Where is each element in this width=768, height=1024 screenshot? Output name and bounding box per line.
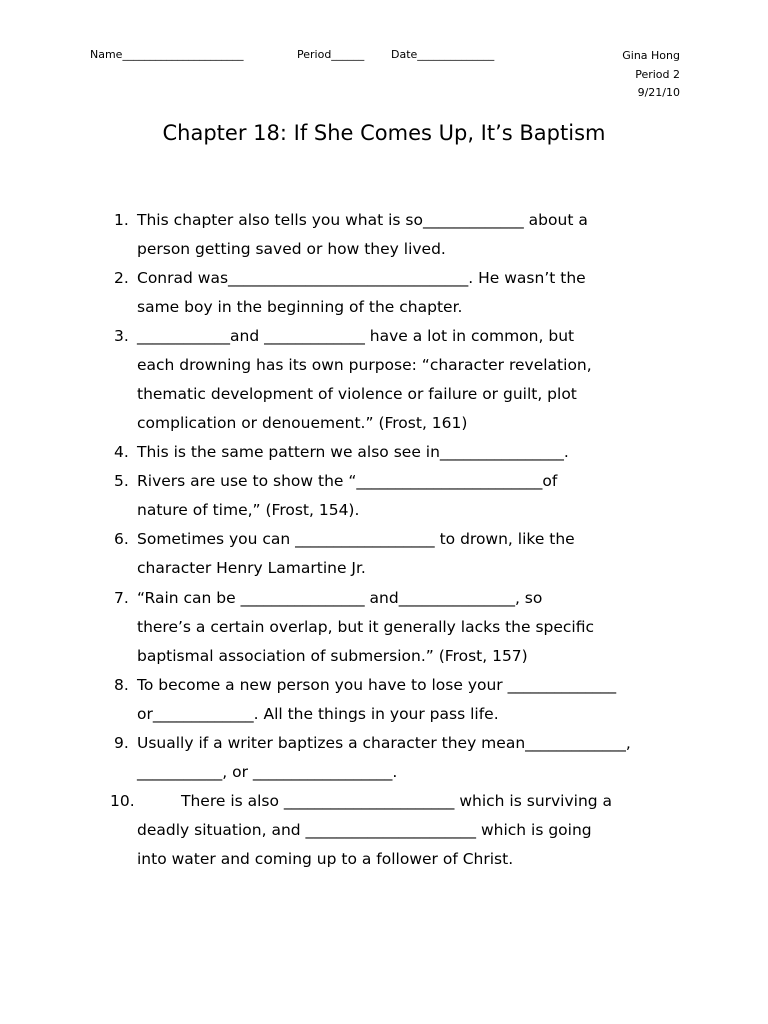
question-line: complication or denouement.” (Frost, 161) [137,414,468,432]
date-field: Date______________ [391,48,495,61]
question-line: there’s a certain overlap, but it generally lacks the specific [137,618,595,636]
question-number: 6. [114,530,129,548]
question-number: 3. [114,327,129,345]
question-line: thematic development of violence or failure or guilt, plot [137,385,577,403]
page-title: Chapter 18: If She Comes Up, It’s Baptism [162,121,606,145]
question-line: baptismal association of submersion.” (Frost, 157) [137,647,528,665]
question-line: deadly situation, and ______________________ which is going [137,821,592,839]
question-line: To become a new person you have to lose your ______________ [137,676,617,694]
question-number: 8. [114,676,129,694]
student-info [520,47,680,103]
question-line: same boy in the beginning of the chapter. [137,298,463,316]
question-line: Sometimes you can __________________ to drown, like the [137,530,575,548]
question-number: 4. [114,443,129,461]
question-line: Rivers are use to show the “________________________of [137,472,558,490]
question-line: Usually if a writer baptizes a character they mean_____________, [137,734,631,752]
student-period: Period 2 [635,67,680,81]
question-line: into water and coming up to a follower of Christ. [137,850,514,868]
question-number: 2. [114,269,129,287]
question-line: “Rain can be ________________ and_______________, so [137,589,543,607]
student-name: Gina Hong [622,49,680,62]
question-number: 10. [110,792,135,810]
question-line: each drowning has its own purpose: “character revelation, [137,356,592,374]
question-number: 5. [114,472,129,490]
question-line: ___________, or __________________. [137,763,398,781]
question-line: nature of time,” (Frost, 154). [137,501,360,519]
question-line: This is the same pattern we also see in________________. [137,443,569,461]
question-line: character Henry Lamartine Jr. [137,559,366,577]
name-field: Name______________________ [90,48,244,61]
question-number: 9. [114,734,129,752]
question-number: 1. [114,211,129,229]
question-number: 7. [114,589,129,607]
question-line: This chapter also tells you what is so_____________ about a [137,211,588,229]
period-field: Period______ [297,48,365,61]
question-line: ____________and _____________ have a lot in common, but [137,327,575,345]
question-line: person getting saved or how they lived. [137,240,446,258]
question-line: Conrad was_______________________________. He wasn’t the [137,269,586,287]
submission-date: 9/21/10 [637,86,680,99]
question-line: or_____________. All the things in your pass life. [137,705,499,723]
question-line: There is also ______________________ which is surviving a [181,792,613,810]
